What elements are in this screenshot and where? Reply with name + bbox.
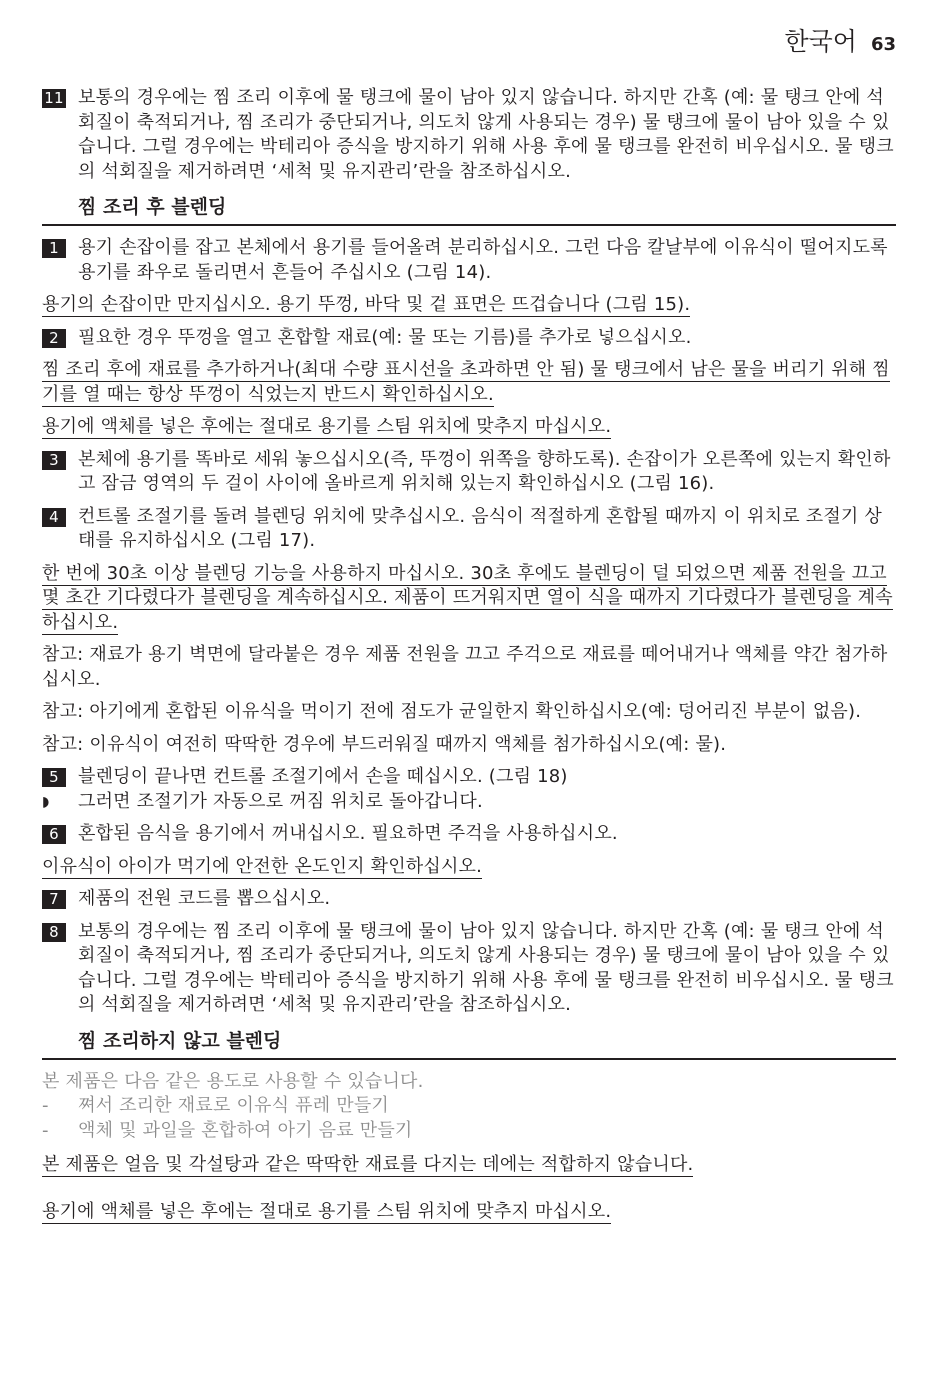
list-item-text: 쪄서 조리한 재료로 이유식 퓨레 만들기 — [78, 1095, 390, 1116]
step-text: 필요한 경우 뚜껑을 열고 혼합할 재료(예: 물 또는 기름)를 추가로 넣으십시오. — [78, 326, 692, 348]
step-text: 컨트롤 조절기를 돌려 블렌딩 위치에 맞추십시오. 음식이 적절하게 혼합될 때까지 이 위치로 조절기 상태를 유지하십시오 (그림 17). — [78, 505, 883, 551]
step-6 — [42, 822, 896, 847]
list-item — [42, 1119, 896, 1144]
step-number-badge: 8 — [42, 923, 66, 942]
warning-text-content: 찜 조리 후에 재료를 추가하거나(최대 수량 표시선을 초과하면 안 됨) 물 탱크에서 남은 물을 버리기 위해 찜기를 열 때는 항상 뚜껑이 식었는지 반드시 확인하십시오. — [42, 359, 890, 405]
step-number-badge: 11 — [42, 89, 66, 108]
warning-text — [42, 293, 896, 318]
section-heading-blend-after-steam: 찜 조리 후 블렌딩 — [42, 192, 896, 226]
step-11 — [42, 86, 896, 184]
step-8 — [42, 920, 896, 1018]
usage-intro: 본 제품은 다음 같은 용도로 사용할 수 있습니다. — [42, 1070, 424, 1092]
manual-content — [42, 86, 896, 1232]
step-number-badge: 5 — [42, 768, 66, 787]
warning-text — [42, 855, 896, 880]
section-heading-blend-without-steam: 찜 조리하지 않고 블렌딩 — [42, 1026, 896, 1060]
page-header — [784, 22, 896, 58]
language-label: 한국어 — [784, 27, 857, 56]
warning-text-content: 이유식이 아이가 먹기에 안전한 온도인지 확인하십시오. — [42, 855, 483, 877]
warning-text-content: 한 번에 30초 이상 블렌딩 기능을 사용하지 마십시오. 30초 후에도 블렌딩이 덜 되었으면 제품 전원을 끄고 몇 초간 기다렸다가 블렌딩을 계속하십시오. 제품이 뜨거워지면 열이 식을 때까지 기다렸다가 블렌딩을 계속하십시오. — [42, 562, 893, 633]
step-text: 보통의 경우에는 찜 조리 이후에 물 탱크에 물이 남아 있지 않습니다. 하지만 간혹 (예: 물 탱크 안에 석회질이 축적되거나, 찜 조리가 중단되거나, 의도치 않게 사용되는 경우) 물 탱크에 물이 남아 있을 수 있습니다. 그럴 경우에는 박테리아 증식을 방지하기 위해 사용 후에 물 탱크를 완전히 비우십시오. 물 탱크의 석회질을 제거하려면 ‘세척 및 유지관리’란을 참조하십시오. — [78, 920, 894, 1015]
step-3 — [42, 448, 896, 497]
step-number-badge: 7 — [42, 890, 66, 909]
bullet-marker-icon: ◗ — [42, 793, 50, 810]
warning-text-content: 용기에 액체를 넣은 후에는 절대로 용기를 스팀 위치에 맞추지 마십시오. — [42, 416, 612, 437]
warning-text — [42, 358, 896, 407]
step-7 — [42, 887, 896, 912]
step-text: 용기 손잡이를 잡고 본체에서 용기를 들어올려 분리하십시오. 그런 다음 칼날부에 이유식이 떨어지도록 용기를 좌우로 돌리면서 흔들어 주십시오 (그림 14). — [78, 237, 888, 283]
step-number-badge: 4 — [42, 508, 66, 527]
note-text: 참고: 아기에게 혼합된 이유식을 먹이기 전에 점도가 균일한지 확인하십시오(예: 덩어리진 부분이 없음). — [42, 701, 862, 722]
warning-text-content: 본 제품은 얼음 및 각설탕과 같은 딱딱한 재료를 다지는 데에는 적합하지 않습니다. — [42, 1154, 694, 1175]
step-number-badge: 1 — [42, 239, 66, 258]
step-number-badge: 6 — [42, 825, 66, 844]
step-number-badge: 3 — [42, 451, 66, 470]
list-item-text: 액체 및 과일을 혼합하여 아기 음료 만들기 — [78, 1119, 413, 1141]
list-item — [42, 1094, 896, 1119]
step-4 — [42, 505, 896, 554]
warning-text — [42, 415, 896, 440]
step-5 — [42, 765, 896, 790]
warning-text — [42, 1153, 896, 1178]
step-text: 제품의 전원 코드를 뽑으십시오. — [78, 888, 331, 909]
step-text: 본체에 용기를 똑바로 세워 놓으십시오(즉, 뚜껑이 위쪽을 향하도록). 손잡이가 오른쪽에 있는지 확인하고 잠금 영역의 두 걸이 사이에 올바르게 위치해 있는지 확인하십시오 (그림 16). — [78, 448, 891, 494]
step-2 — [42, 326, 896, 351]
step-number-badge: 2 — [42, 329, 66, 348]
step-text: 보통의 경우에는 찜 조리 이후에 물 탱크에 물이 남아 있지 않습니다. 하지만 간혹 (예: 물 탱크 안에 석회질이 축적되거나, 찜 조리가 중단되거나, 의도치 않게 사용되는 경우) 물 탱크에 물이 남아 있을 수 있습니다. 그럴 경우에는 박테리아 증식을 방지하기 위해 사용 후에 물 탱크를 완전히 비우십시오. 물 탱크의 석회질을 제거하려면 ‘세척 및 유지관리’란을 참조하십시오. — [78, 87, 894, 182]
warning-text — [42, 1200, 896, 1225]
warning-text-content: 용기의 손잡이만 만지십시오. 용기 뚜껑, 바닥 및 겉 표면은 뜨겁습니다 (그림 15). — [42, 294, 691, 315]
result-bullet — [42, 790, 896, 815]
step-1 — [42, 236, 896, 285]
warning-text-content: 용기에 액체를 넣은 후에는 절대로 용기를 스팀 위치에 맞추지 마십시오. — [42, 1200, 612, 1222]
note-text: 참고: 이유식이 여전히 딱딱한 경우에 부드러워질 때까지 액체를 첨가하십시오(예: 물). — [42, 733, 727, 755]
dash-marker: - — [42, 1119, 49, 1141]
dash-marker: - — [42, 1095, 49, 1116]
note-text: 참고: 재료가 용기 벽면에 달라붙은 경우 제품 전원을 끄고 주걱으로 재료를 떼어내거나 액체를 약간 첨가하십시오. — [42, 644, 888, 690]
step-text: 혼합된 음식을 용기에서 꺼내십시오. 필요하면 주걱을 사용하십시오. — [78, 823, 618, 844]
step-text: 블렌딩이 끝나면 컨트롤 조절기에서 손을 떼십시오. (그림 18) — [78, 766, 568, 787]
warning-text — [42, 562, 896, 636]
bullet-text: 그러면 조절기가 자동으로 꺼짐 위치로 돌아갑니다. — [78, 790, 483, 812]
page-number: 63 — [870, 34, 896, 55]
usage-list — [42, 1070, 896, 1144]
